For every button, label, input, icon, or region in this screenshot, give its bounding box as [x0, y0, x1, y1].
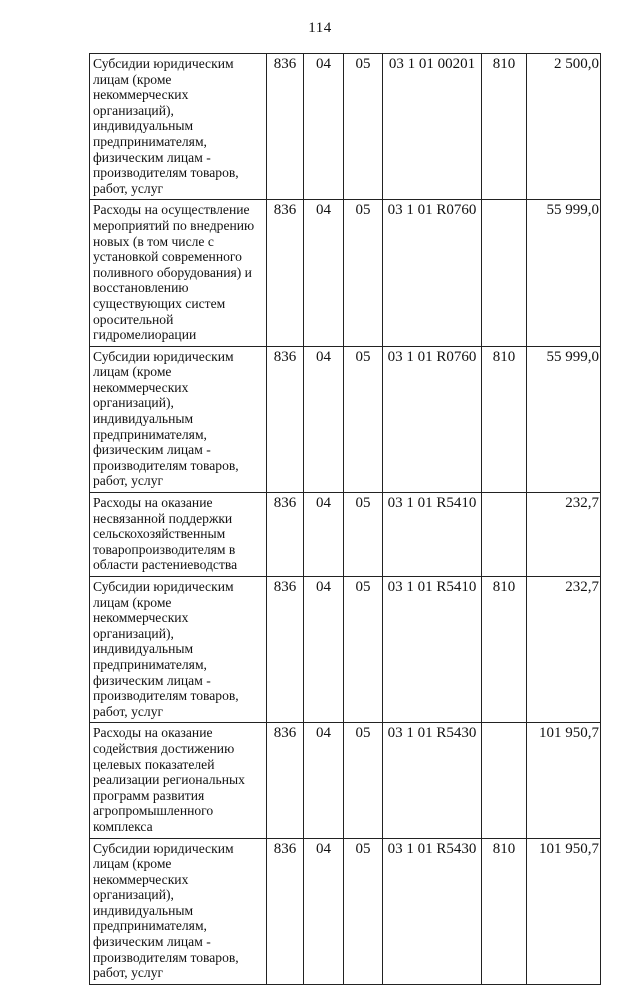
subsection-code: 05: [344, 577, 383, 723]
table-row: [90, 54, 601, 200]
ministry-code: 836: [267, 346, 304, 492]
section-code: 04: [304, 577, 344, 723]
amount: 55 999,0: [527, 346, 601, 492]
target-article-code: 03 1 01 R0760: [383, 346, 482, 492]
target-article-code: 03 1 01 00201: [383, 54, 482, 200]
target-article-code: 03 1 01 R5430: [383, 838, 482, 984]
row-description: Расходы на осуществление мероприятий по внедрению новых (в том числе с установкой современного поливного оборудования) и восстановлению существующих систем оросительной гидромелиорации: [90, 200, 267, 346]
section-code: 04: [304, 723, 344, 838]
expense-type-code: [482, 493, 527, 577]
table-row: [90, 723, 601, 838]
target-article-code: 03 1 01 R5410: [383, 493, 482, 577]
table-row: [90, 200, 601, 346]
table-row: [90, 577, 601, 723]
subsection-code: 05: [344, 54, 383, 200]
amount: 101 950,7: [527, 723, 601, 838]
expense-type-code: 810: [482, 54, 527, 200]
page-number: 114: [308, 20, 332, 36]
amount: 55 999,0: [527, 200, 601, 346]
amount: 2 500,0: [527, 54, 601, 200]
expense-type-code: [482, 200, 527, 346]
budget-table: [89, 53, 601, 985]
ministry-code: 836: [267, 200, 304, 346]
subsection-code: 05: [344, 723, 383, 838]
section-code: 04: [304, 200, 344, 346]
target-article-code: 03 1 01 R0760: [383, 200, 482, 346]
subsection-code: 05: [344, 838, 383, 984]
row-description: Субсидии юридическим лицам (кроме некоммерческих организаций), индивидуальным предпринимателям, физическим лицам - производителям товаров, работ, услуг: [90, 577, 267, 723]
section-code: 04: [304, 54, 344, 200]
target-article-code: 03 1 01 R5430: [383, 723, 482, 838]
ministry-code: 836: [267, 838, 304, 984]
row-description: Субсидии юридическим лицам (кроме некоммерческих организаций), индивидуальным предпринимателям, физическим лицам - производителям товаров, работ, услуг: [90, 346, 267, 492]
table-row: [90, 493, 601, 577]
row-description: Расходы на оказание несвязанной поддержки сельскохозяйственным товаропроизводителям в области растениеводства: [90, 493, 267, 577]
row-description: Субсидии юридическим лицам (кроме некоммерческих организаций), индивидуальным предпринимателям, физическим лицам - производителям товаров, работ, услуг: [90, 838, 267, 984]
ministry-code: 836: [267, 54, 304, 200]
row-description: Расходы на оказание содействия достижению целевых показателей реализации региональных программ развития агропромышленного комплекса: [90, 723, 267, 838]
section-code: 04: [304, 493, 344, 577]
target-article-code: 03 1 01 R5410: [383, 577, 482, 723]
table-row: [90, 346, 601, 492]
amount: 101 950,7: [527, 838, 601, 984]
ministry-code: 836: [267, 723, 304, 838]
subsection-code: 05: [344, 200, 383, 346]
ministry-code: 836: [267, 577, 304, 723]
expense-type-code: 810: [482, 346, 527, 492]
subsection-code: 05: [344, 346, 383, 492]
amount: 232,7: [527, 577, 601, 723]
expense-type-code: [482, 723, 527, 838]
section-code: 04: [304, 838, 344, 984]
subsection-code: 05: [344, 493, 383, 577]
expense-type-code: 810: [482, 577, 527, 723]
amount: 232,7: [527, 493, 601, 577]
row-description: Субсидии юридическим лицам (кроме некоммерческих организаций), индивидуальным предпринимателям, физическим лицам - производителям товаров, работ, услуг: [90, 54, 267, 200]
ministry-code: 836: [267, 493, 304, 577]
section-code: 04: [304, 346, 344, 492]
table-row: [90, 838, 601, 984]
expense-type-code: 810: [482, 838, 527, 984]
